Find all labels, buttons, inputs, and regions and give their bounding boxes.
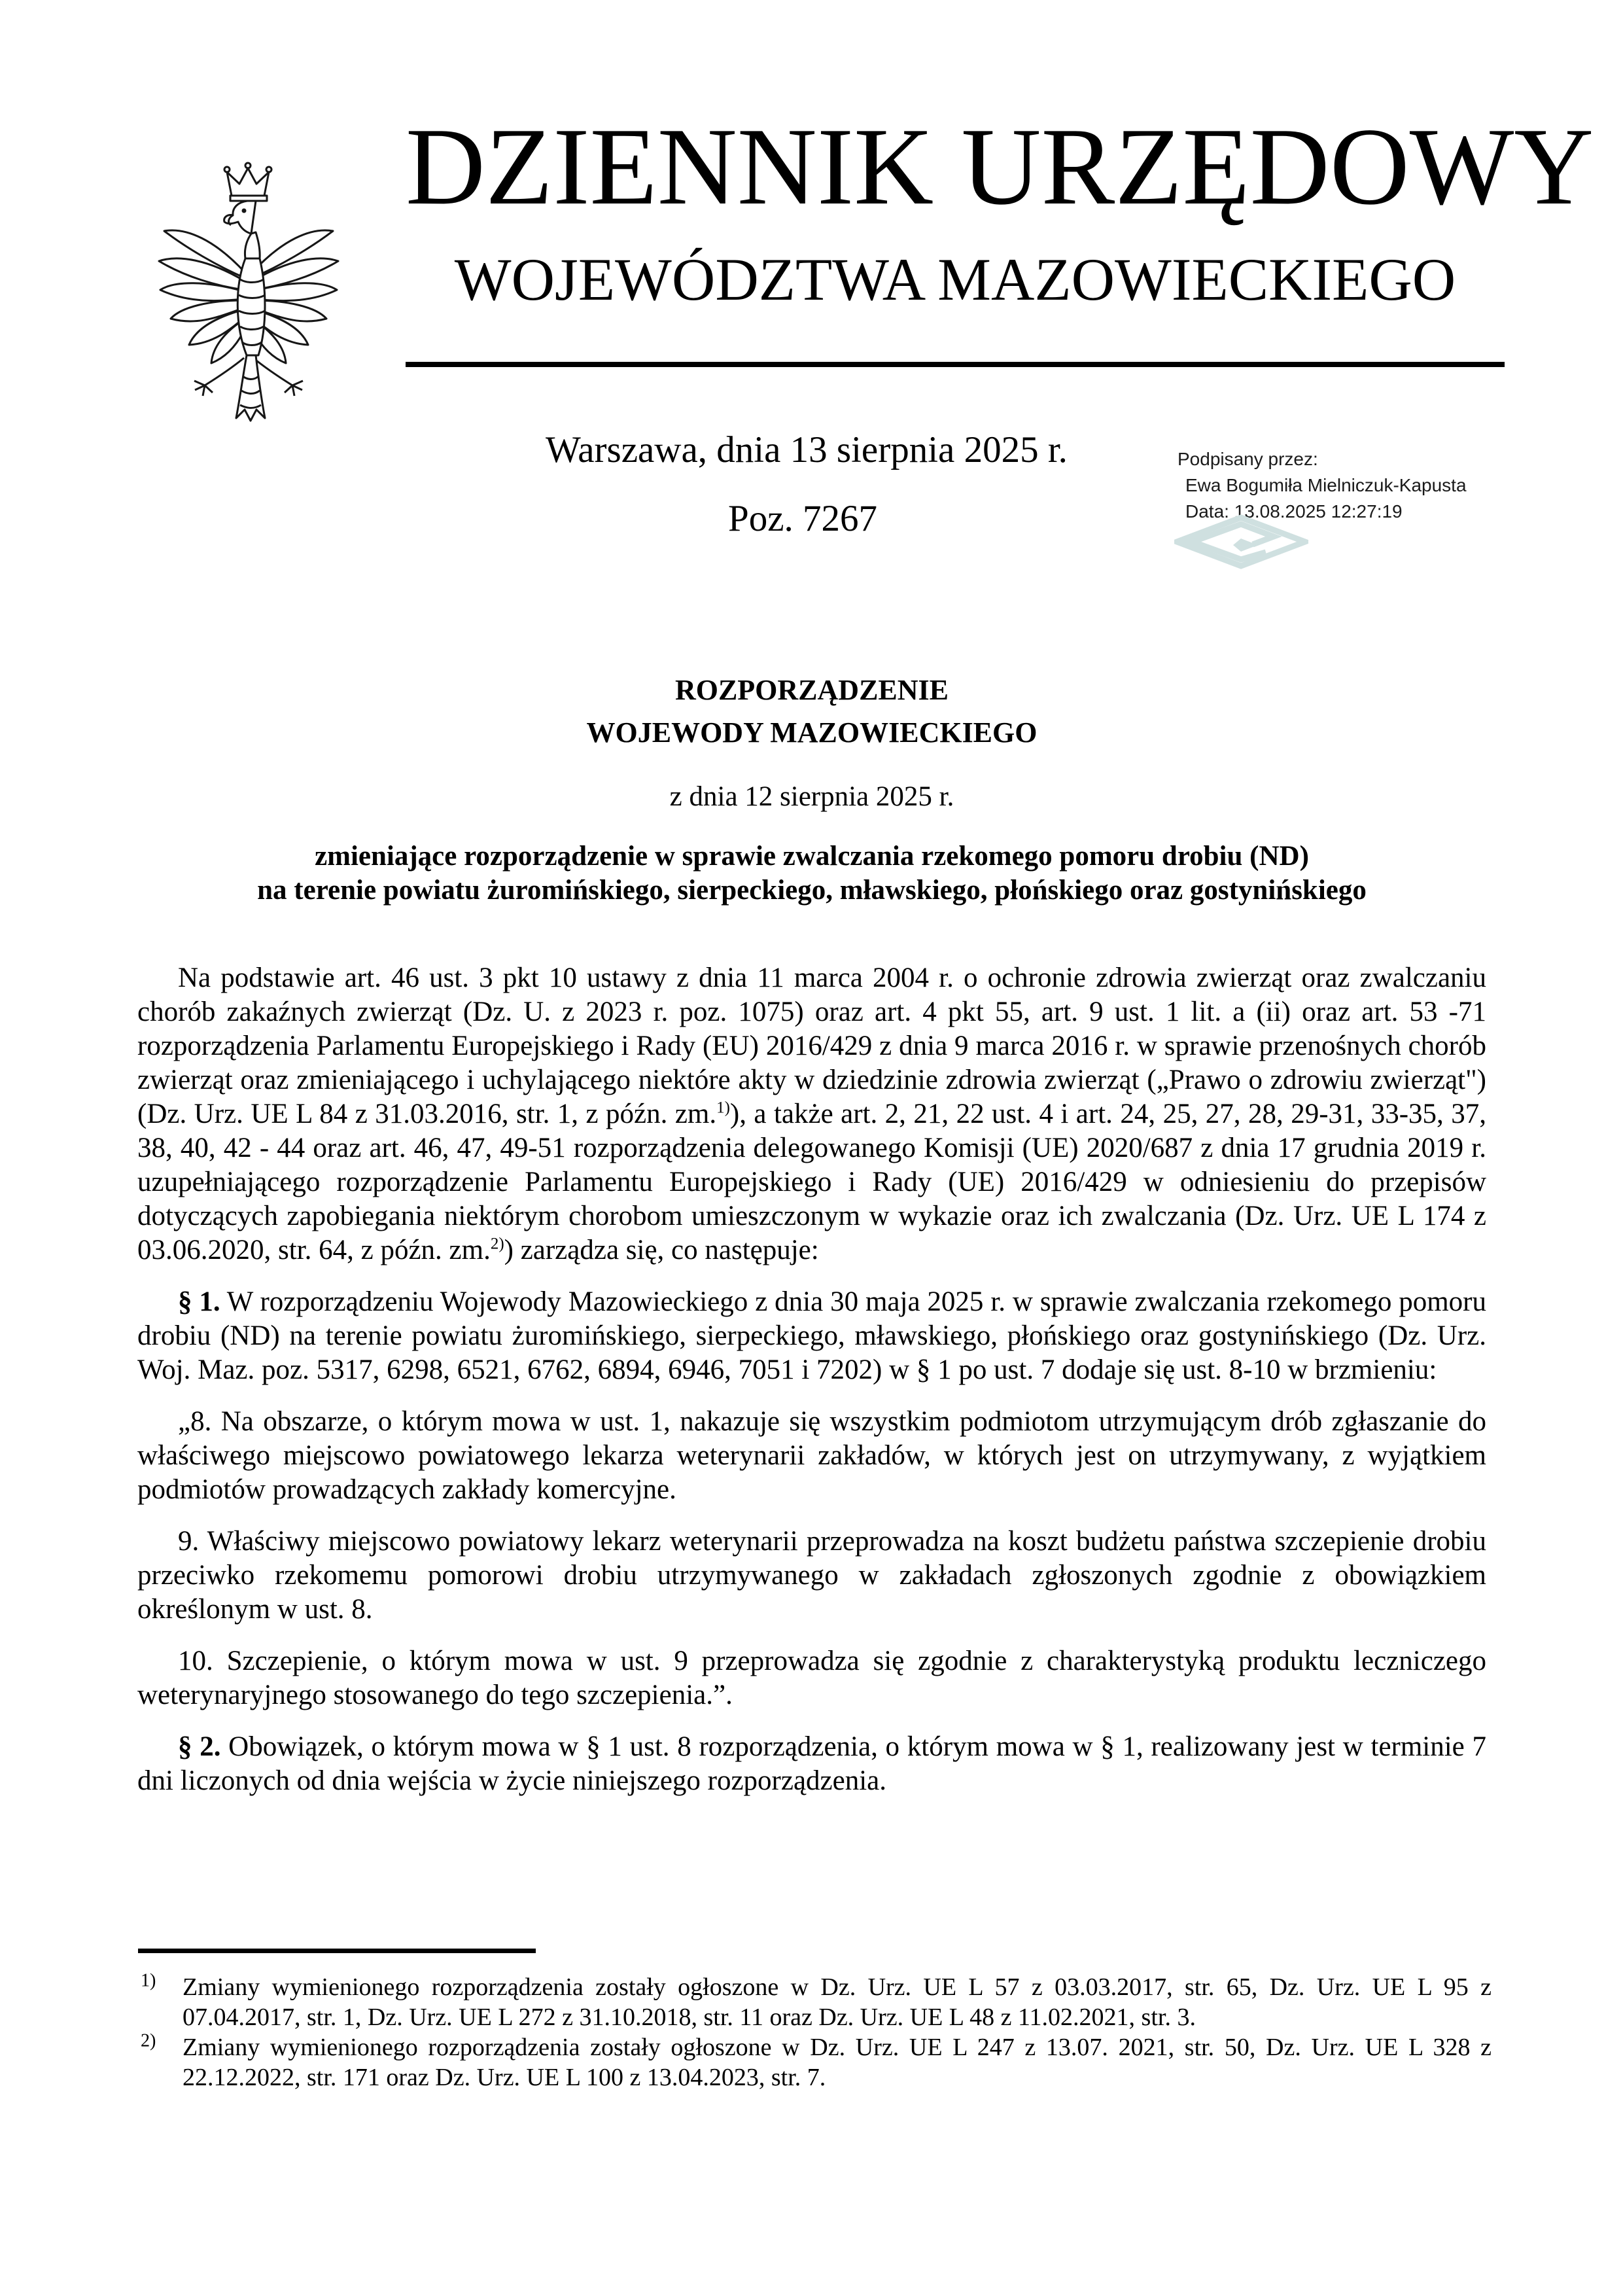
act-subject-line-1: zmieniające rozporządzenie w sprawie zwalczania rzekomego pomoru drobiu (ND): [315, 841, 1309, 872]
footnotes-list: [137, 1972, 1492, 2093]
paragraph: 10. Szczepienie, o którym mowa w ust. 9 przeprowadza się zgodnie z charakterystyką produktu leczniczego weterynaryjnego stosowanego do tego szczepienia.”.: [137, 1646, 1486, 1710]
act-type: ROZPORZĄDZENIE: [674, 674, 949, 706]
polish-eagle-emblem-icon: [147, 160, 350, 442]
act-date: z dnia 12 sierpnia 2025 r.: [669, 781, 954, 812]
e-signature-diamond-stamp-icon: [1174, 514, 1308, 569]
paragraph: 9. Właściwy miejscowo powiatowy lekarz weterynarii przeprowadza na koszt budżetu państwa szczepienie drobiu przeciwko rzekomemu pomorowi drobiu utrzymywanego w zakładach zgłoszonych zgodnie z obowiązkiem określonym w ust. 8.: [137, 1526, 1486, 1625]
position-number: Poz. 7267: [728, 498, 877, 539]
header-rule: [406, 362, 1505, 367]
signed-by-label: Podpisany przez:: [1178, 449, 1318, 469]
paragraph: § 2. Obowiązek, o którym mowa w § 1 ust. 8 rozporządzenia, o którym mowa w § 1, realizowany jest w terminie 7 dni liczonych od dnia wejścia w życie niniejszego rozporządzenia.: [137, 1731, 1486, 1796]
footnote-item: [137, 1972, 1492, 2032]
paragraph: „8. Na obszarze, o którym mowa w ust. 1, nakazuje się wszystkim podmiotom utrzymującym drób zgłaszanie do właściwego miejscowo powiatowego lekarza weterynarii zakładów, w których jest on utrzymywany, z wyjątkiem podmiotów prowadzących zakłady komercyjne.: [137, 1406, 1486, 1505]
footnote-text: Zmiany wymienionego rozporządzenia zostały ogłoszone w Dz. Urz. UE L 247 z 13.07. 2021, str. 50, Dz. Urz. UE L 328 z 22.12.2022, str. 171 oraz Dz. Urz. UE L 100 z 13.04.2023, str. 7.: [183, 2034, 1492, 2091]
footnote-marker: 1): [141, 1970, 156, 1991]
footnote-item: [137, 2032, 1492, 2093]
paragraph: Na podstawie art. 46 ust. 3 pkt 10 ustawy z dnia 11 marca 2004 r. o ochronie zdrowia zwierząt oraz zwalczaniu chorób zakaźnych zwierząt (Dz. U. z 2023 r. poz. 1075) oraz art. 4 pkt 55, art. 9 ust. 1 lit. a (ii) oraz art. 53 -71 rozporządzenia Parlamentu Europejskiego i Rady (EU) 2016/429 z dnia 9 marca 2016 r. w sprawie przenośnych chorób zwierząt oraz zmieniającego i uchylającego niektóre akty w dziedzinie zdrowia zwierząt („Prawo o zdrowiu zwierząt") (Dz. Urz. UE L 84 z 31.03.2016, str. 1, z późn. zm.$^{1)}$), a także art. 2, 21, 22 ust. 4 i art. 24, 25, 27, 28, 29-31, 33-35, 37, 38, 40, 42 - 44 oraz art. 46, 47, 49-51 rozporządzenia delegowanego Komisji (UE) 2020/687 z dnia 17 grudnia 2019 r. uzupełniającego rozporządzenie Parlamentu Europejskiego i Rady (UE) 2016/429 w odniesieniu do przepisów dotyczących zapobiegania niektórym chorobom umieszczonym w wykazie oraz ich zwalczania (Dz. Urz. UE L 174 z 03.06.2020, str. 64, z późn. zm.$^{2)}$) zarządza się, co następuje:: [137, 963, 1486, 1265]
footnote-separator-rule: [138, 1949, 536, 1953]
footnote-marker: 2): [141, 2030, 156, 2051]
footnote-reference: 1): [716, 1099, 730, 1117]
place-and-date: Warszawa, dnia 13 sierpnia 2025 r.: [546, 429, 1068, 470]
signature-block: [1178, 446, 1544, 525]
body-paragraphs: [137, 961, 1486, 1798]
signer-name: Ewa Bogumiła Mielniczuk-Kapusta: [1185, 475, 1467, 495]
footnote-reference: 2): [490, 1235, 504, 1253]
signature-date: Data: 13.08.2025 12:27:19: [1185, 501, 1403, 521]
journal-subtitle: WOJEWÓDZTWA MAZOWIECKIEGO: [454, 246, 1456, 313]
paragraph: § 1. W rozporządzeniu Wojewody Mazowieckiego z dnia 30 maja 2025 r. w sprawie zwalczania rzekomego pomoru drobiu (ND) na terenie powiatu żuromińskiego, sierpeckiego, mławskiego, płońskiego oraz gostynińskiego (Dz. Urz. Woj. Maz. poz. 5317, 6298, 6521, 6762, 6894, 6946, 7051 i 7202) w § 1 po ust. 7 dodaje się ust. 8-10 w brzmieniu:: [137, 1286, 1486, 1385]
act-issuer: WOJEWODY MAZOWIECKIEGO: [586, 716, 1038, 749]
journal-title: DZIENNIK URZĘDOWY: [406, 105, 1594, 228]
footnote-text: Zmiany wymienionego rozporządzenia zostały ogłoszone w Dz. Urz. UE L 57 z 03.03.2017, str. 65, Dz. Urz. UE L 95 z 07.04.2017, str. 1, Dz. Urz. UE L 272 z 31.10.2018, str. 11 oraz Dz. Urz. UE L 48 z 11.02.2021, str. 3.: [183, 1973, 1492, 2031]
act-subject-line-2: na terenie powiatu żuromińskiego, sierpeckiego, mławskiego, płońskiego oraz gostynińskiego: [257, 875, 1367, 906]
